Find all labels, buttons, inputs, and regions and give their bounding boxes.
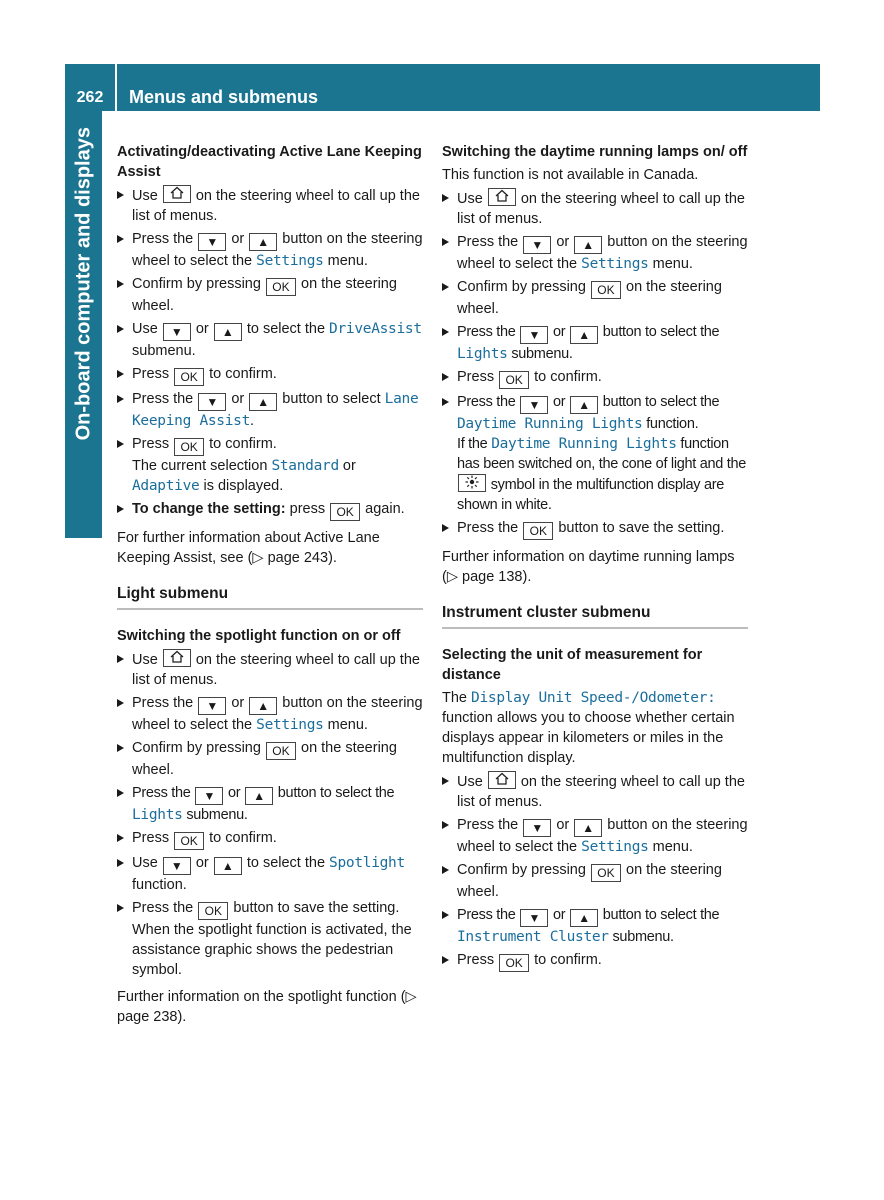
list-item: [117, 229, 423, 271]
up-arrow-button-icon: ▲: [570, 909, 598, 927]
list-item: [442, 950, 748, 972]
list-item: [117, 828, 423, 850]
instruction-text: press: [289, 501, 326, 517]
paragraph: This function is not available in Canada.: [442, 167, 699, 183]
instruction-text: on the steering wheel to call up the list of menus.: [132, 652, 420, 688]
instruction-text: or: [342, 458, 356, 474]
chapter-title: Menus and submenus: [129, 87, 319, 107]
instruction-text: symbol in the multifunction display are shown in white.: [457, 477, 725, 513]
instruction-text: to confirm.: [209, 830, 277, 846]
down-arrow-button-icon: ▼: [163, 323, 191, 341]
menu-code-text: Settings: [581, 839, 649, 855]
triangle-bullet-icon: [117, 834, 124, 842]
menu-code-text: Daytime Running Lights: [491, 436, 677, 452]
section-title: Instrument cluster submenu: [442, 603, 748, 629]
instruction-text: When the spotlight function is activated, the assistance graphic shows the pedestrian symbol.: [132, 922, 412, 978]
list-item: [442, 771, 748, 812]
instruction-text: on the steering wheel.: [132, 740, 397, 778]
triangle-bullet-icon: [117, 699, 124, 707]
sun-symbol-icon: [458, 474, 486, 492]
up-arrow-button-icon: ▲: [570, 326, 598, 344]
section-heading: Activating/deactivating Active Lane Keeping Assist: [117, 144, 422, 180]
instruction-text: button to select the: [602, 394, 720, 410]
down-arrow-button-icon: ▼: [520, 326, 548, 344]
triangle-bullet-icon: [117, 191, 124, 199]
instruction-text: to confirm.: [534, 369, 602, 385]
list-item: [442, 905, 748, 947]
instruction-text: button on the steering wheel to select the: [457, 234, 748, 272]
triangle-bullet-icon: [442, 238, 449, 246]
menu-code-text: Lights: [132, 807, 183, 823]
instruction-text: submenu.: [186, 807, 248, 823]
instruction-text: .: [250, 413, 255, 429]
instruction-text: Press the: [457, 520, 519, 536]
up-arrow-button-icon: ▲: [249, 233, 277, 251]
triangle-bullet-icon: [117, 859, 124, 867]
instruction-text: Use: [132, 321, 158, 337]
instruction-text: Confirm by pressing: [457, 279, 586, 295]
instruction-text: button on the steering wheel to select the: [132, 231, 423, 269]
paragraph: For further information about Active Lane Keeping Assist, see (▷ page 243).: [117, 530, 380, 566]
paragraph: [442, 688, 748, 768]
instruction-text: on the steering wheel to call up the list of menus.: [132, 188, 420, 224]
instruction-text: Press the: [457, 907, 516, 923]
instruction-text: or: [553, 394, 566, 410]
ok-button: OK: [174, 438, 204, 456]
instruction-text: Press the: [132, 695, 194, 711]
home-button-icon: [488, 771, 516, 789]
side-tab-label: On-board computer and displays: [72, 127, 95, 441]
header-divider: [115, 64, 117, 111]
instruction-text: Confirm by pressing: [132, 276, 261, 292]
instruction-text: or: [553, 324, 566, 340]
section-heading: Selecting the unit of measurement for distance: [442, 647, 703, 683]
ok-button: OK: [523, 522, 553, 540]
instruction-text: Use: [457, 774, 483, 790]
instruction-text: Press the: [457, 234, 519, 250]
instruction-text: on the steering wheel.: [132, 276, 397, 314]
instruction-text: Press the: [132, 900, 194, 916]
up-arrow-button-icon: ▲: [249, 393, 277, 411]
instruction-text: Confirm by pressing: [457, 862, 586, 878]
instruction-text: on the steering wheel to call up the list of menus.: [457, 774, 745, 810]
instruction-text: function has been switched on, the cone of light and the: [457, 436, 747, 472]
instruction-list: [117, 649, 423, 980]
down-arrow-button-icon: ▼: [523, 236, 551, 254]
list-item: [117, 853, 423, 895]
instruction-text: Press: [132, 436, 170, 452]
up-arrow-button-icon: ▲: [570, 396, 598, 414]
instruction-text: or: [228, 785, 241, 801]
list-item: [117, 389, 423, 431]
down-arrow-button-icon: ▼: [198, 393, 226, 411]
instruction-text: on the steering wheel.: [457, 862, 722, 900]
instruction-text: to confirm.: [534, 952, 602, 968]
menu-code-text: Display Unit Speed-/Odometer:: [471, 690, 716, 706]
triangle-bullet-icon: [442, 777, 449, 785]
instruction-text: menu.: [327, 253, 368, 269]
ok-button: OK: [174, 368, 204, 386]
instruction-text: submenu.: [511, 346, 573, 362]
instruction-list: [442, 771, 748, 972]
instruction-text: Press: [132, 830, 170, 846]
ok-button: OK: [198, 902, 228, 920]
instruction-text: or: [556, 234, 570, 250]
instruction-text: to select the: [246, 321, 326, 337]
triangle-bullet-icon: [117, 395, 124, 403]
down-arrow-button-icon: ▼: [520, 396, 548, 414]
triangle-bullet-icon: [442, 524, 449, 532]
down-arrow-button-icon: ▼: [523, 819, 551, 837]
list-item: [117, 693, 423, 735]
menu-code-text: Settings: [581, 256, 649, 272]
menu-code-text: Lights: [457, 346, 508, 362]
instruction-text: Use: [132, 855, 158, 871]
list-item: [117, 274, 423, 316]
ok-button: OK: [330, 503, 360, 521]
ok-button: OK: [591, 281, 621, 299]
ok-button: OK: [591, 864, 621, 882]
instruction-text: The current selection: [132, 458, 268, 474]
triangle-bullet-icon: [117, 505, 124, 513]
menu-code-text: Lane Keeping Assist: [132, 391, 419, 429]
down-arrow-button-icon: ▼: [520, 909, 548, 927]
list-item: [117, 434, 423, 496]
paragraph-text: The: [442, 690, 467, 706]
list-item: [442, 392, 748, 515]
column-left: [117, 142, 423, 1027]
instruction-text: menu.: [652, 839, 693, 855]
instruction-text: Press the: [457, 324, 516, 340]
instruction-text: Press the: [132, 231, 194, 247]
home-button-icon: [163, 185, 191, 203]
menu-code-text: Adaptive: [132, 478, 200, 494]
instruction-text: To change the setting:: [132, 501, 286, 517]
triangle-bullet-icon: [117, 325, 124, 333]
list-item: [442, 367, 748, 389]
list-item: [442, 322, 748, 364]
triangle-bullet-icon: [442, 328, 449, 336]
instruction-text: again.: [365, 501, 405, 517]
instruction-text: Use: [132, 652, 158, 668]
instruction-text: button to select: [282, 391, 381, 407]
instruction-text: function.: [132, 877, 187, 893]
list-item: [117, 319, 423, 361]
triangle-bullet-icon: [442, 866, 449, 874]
list-item: [117, 783, 423, 825]
list-item: [117, 185, 423, 226]
instruction-text: or: [553, 907, 566, 923]
instruction-text: Press: [457, 369, 495, 385]
list-item: [442, 277, 748, 319]
section-title: Light submenu: [117, 584, 423, 610]
instruction-text: to confirm.: [209, 366, 277, 382]
menu-code-text: Instrument Cluster: [457, 929, 609, 945]
triangle-bullet-icon: [117, 904, 124, 912]
instruction-text: button to save the setting.: [558, 520, 725, 536]
menu-code-text: Spotlight: [329, 855, 405, 871]
menu-code-text: Standard: [271, 458, 339, 474]
up-arrow-button-icon: ▲: [245, 787, 273, 805]
instruction-text: button to select the: [602, 907, 720, 923]
instruction-text: button to select the: [277, 785, 395, 801]
triangle-bullet-icon: [117, 280, 124, 288]
instruction-text: Press the: [457, 817, 519, 833]
ok-button: OK: [499, 371, 529, 389]
down-arrow-button-icon: ▼: [195, 787, 223, 805]
section-heading: Switching the spotlight function on or off: [117, 628, 401, 644]
instruction-list: [442, 188, 748, 540]
instruction-text: or: [556, 817, 570, 833]
list-item: [117, 898, 423, 980]
side-tab: [65, 111, 102, 538]
column-right: [442, 142, 748, 972]
list-item: [117, 649, 423, 690]
instruction-text: or: [231, 695, 245, 711]
instruction-text: Press the: [457, 394, 516, 410]
triangle-bullet-icon: [117, 370, 124, 378]
triangle-bullet-icon: [442, 398, 449, 406]
instruction-text: Use: [457, 191, 483, 207]
triangle-bullet-icon: [442, 956, 449, 964]
instruction-text: Press the: [132, 785, 191, 801]
menu-code-text: Settings: [256, 717, 324, 733]
triangle-bullet-icon: [442, 821, 449, 829]
triangle-bullet-icon: [117, 235, 124, 243]
ok-button: OK: [266, 742, 296, 760]
triangle-bullet-icon: [117, 440, 124, 448]
instruction-text: button to save the setting.: [233, 900, 400, 916]
down-arrow-button-icon: ▼: [198, 233, 226, 251]
instruction-text: function.: [646, 416, 699, 432]
list-item: [117, 738, 423, 780]
triangle-bullet-icon: [117, 789, 124, 797]
up-arrow-button-icon: ▲: [574, 236, 602, 254]
list-item: [442, 232, 748, 274]
up-arrow-button-icon: ▲: [574, 819, 602, 837]
menu-code-text: DriveAssist: [329, 321, 422, 337]
up-arrow-button-icon: ▲: [214, 323, 242, 341]
page-header: [65, 64, 820, 111]
section-heading: Switching the daytime running lamps on/ off: [442, 144, 748, 160]
instruction-text: or: [195, 321, 209, 337]
paragraph-text: function allows you to choose whether certain displays appear in kilometers or miles in the multifunction display.: [442, 710, 735, 766]
instruction-text: Press: [457, 952, 495, 968]
list-item: [442, 860, 748, 902]
instruction-text: Use: [132, 188, 158, 204]
instruction-text: button on the steering wheel to select the: [132, 695, 423, 733]
instruction-text: is displayed.: [203, 478, 284, 494]
up-arrow-button-icon: ▲: [214, 857, 242, 875]
triangle-bullet-icon: [117, 744, 124, 752]
list-item: [117, 364, 423, 386]
instruction-text: to select the: [246, 855, 326, 871]
instruction-text: or: [195, 855, 209, 871]
instruction-list: [117, 185, 423, 521]
instruction-text: menu.: [327, 717, 368, 733]
ok-button: OK: [499, 954, 529, 972]
triangle-bullet-icon: [442, 194, 449, 202]
instruction-text: submenu.: [132, 343, 196, 359]
down-arrow-button-icon: ▼: [163, 857, 191, 875]
list-item: [442, 815, 748, 857]
page-number: 262: [76, 89, 104, 106]
instruction-text: menu.: [652, 256, 693, 272]
up-arrow-button-icon: ▲: [249, 697, 277, 715]
ok-button: OK: [174, 832, 204, 850]
instruction-text: If the: [457, 436, 488, 452]
instruction-text: on the steering wheel.: [457, 279, 722, 317]
home-button-icon: [488, 188, 516, 206]
ok-button: OK: [266, 278, 296, 296]
instruction-text: Press: [132, 366, 170, 382]
paragraph: Further information on the spotlight function (▷ page 238).: [117, 989, 417, 1025]
down-arrow-button-icon: ▼: [198, 697, 226, 715]
paragraph: Further information on daytime running lamps (▷ page 138).: [442, 549, 735, 585]
list-item: [442, 518, 748, 540]
triangle-bullet-icon: [442, 911, 449, 919]
instruction-text: to confirm.: [209, 436, 277, 452]
triangle-bullet-icon: [442, 283, 449, 291]
triangle-bullet-icon: [117, 655, 124, 663]
instruction-text: or: [231, 231, 245, 247]
list-item: [117, 499, 423, 521]
home-button-icon: [163, 649, 191, 667]
instruction-text: button on the steering wheel to select the: [457, 817, 748, 855]
instruction-text: Press the: [132, 391, 194, 407]
list-item: [442, 188, 748, 229]
menu-code-text: Daytime Running Lights: [457, 416, 643, 432]
instruction-text: button to select the: [602, 324, 720, 340]
menu-code-text: Settings: [256, 253, 324, 269]
instruction-text: on the steering wheel to call up the list of menus.: [457, 191, 745, 227]
instruction-text: submenu.: [612, 929, 674, 945]
instruction-text: or: [231, 391, 245, 407]
instruction-text: Confirm by pressing: [132, 740, 261, 756]
triangle-bullet-icon: [442, 373, 449, 381]
